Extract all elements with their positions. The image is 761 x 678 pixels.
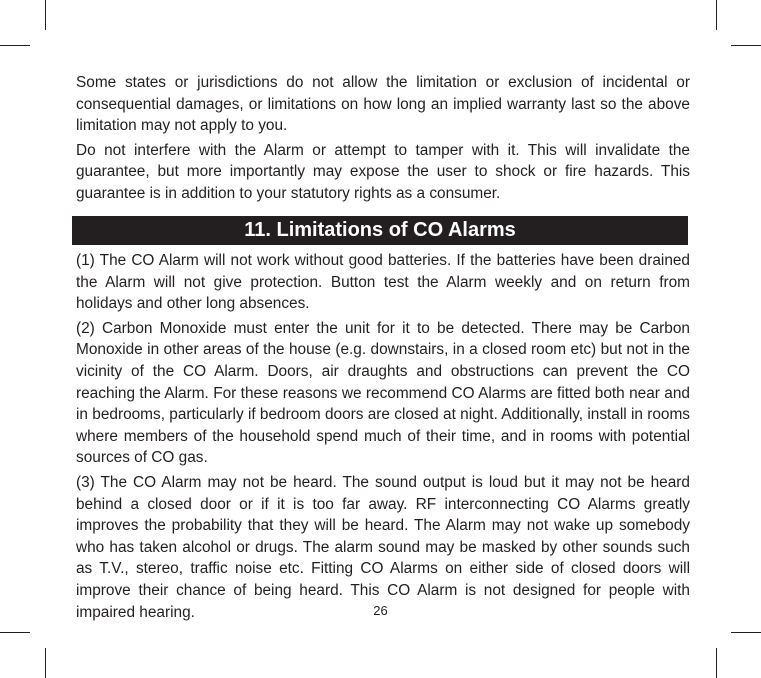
section-title: 11. Limitations of CO Alarms	[72, 216, 688, 245]
limitation-item-3: (3) The CO Alarm may not be heard. The sound output is loud but it may not be heard behind a closed door or if it is too far away. RF interconnecting CO Alarms greatly improves the probability that they will be heard. The Alarm may not wake up somebody who has taken alcohol or drugs. The alarm sound may be masked by other sounds such as T.V., stereo, traffic noise etc. Fitting CO Alarms on either side of closed doors will improve their chance of being heard. This CO Alarm is not designed for people with impaired hearing.	[76, 473, 690, 621]
crop-mark-top-right-vertical	[716, 0, 717, 30]
crop-mark-bottom-right-horizontal	[731, 632, 761, 633]
crop-mark-top-left-vertical	[45, 0, 46, 30]
intro-paragraph-tamper-warning: Do not interfere with the Alarm or attempt to tamper with it. This will invalidate the guarantee, but more importantly may expose the user to shock or fire hazards. This guarantee is in addition to your statutory rights as a consumer.	[76, 141, 690, 202]
crop-mark-bottom-left-horizontal	[0, 632, 30, 633]
intro-paragraph-warranty-limitation: Some states or jurisdictions do not allow the limitation or exclusion of incidental or consequential damages, or limitations on how long an implied warranty last so the above limitation may not apply to you.	[76, 74, 690, 135]
section-body	[76, 250, 690, 623]
crop-mark-top-left-horizontal	[0, 45, 30, 46]
crop-mark-bottom-left-vertical	[45, 648, 46, 678]
crop-mark-bottom-right-vertical	[716, 648, 717, 678]
intro-text-block	[76, 72, 690, 205]
limitation-item-1: (1) The CO Alarm will not work without good batteries. If the batteries have been drained the Alarm will not give protection. Button test the Alarm weekly and on return from holidays and other long absences.	[76, 252, 690, 313]
crop-mark-top-right-horizontal	[731, 45, 761, 46]
page-number: 26	[373, 603, 388, 618]
limitation-item-2: (2) Carbon Monoxide must enter the unit for it to be detected. There may be Carbon Monoxide in other areas of the house (e.g. downstairs, in a closed room etc) but not in the vicinity of the CO Alarm. Doors, air draughts and obstructions can prevent the CO reaching the Alarm. For these reasons we recommend CO Alarms are fitted both near and in bedrooms, particularly if bedroom doors are closed at night. Additionally, install in rooms where members of the household spend much of their time, and in rooms with potential sources of CO gas.	[76, 319, 690, 467]
